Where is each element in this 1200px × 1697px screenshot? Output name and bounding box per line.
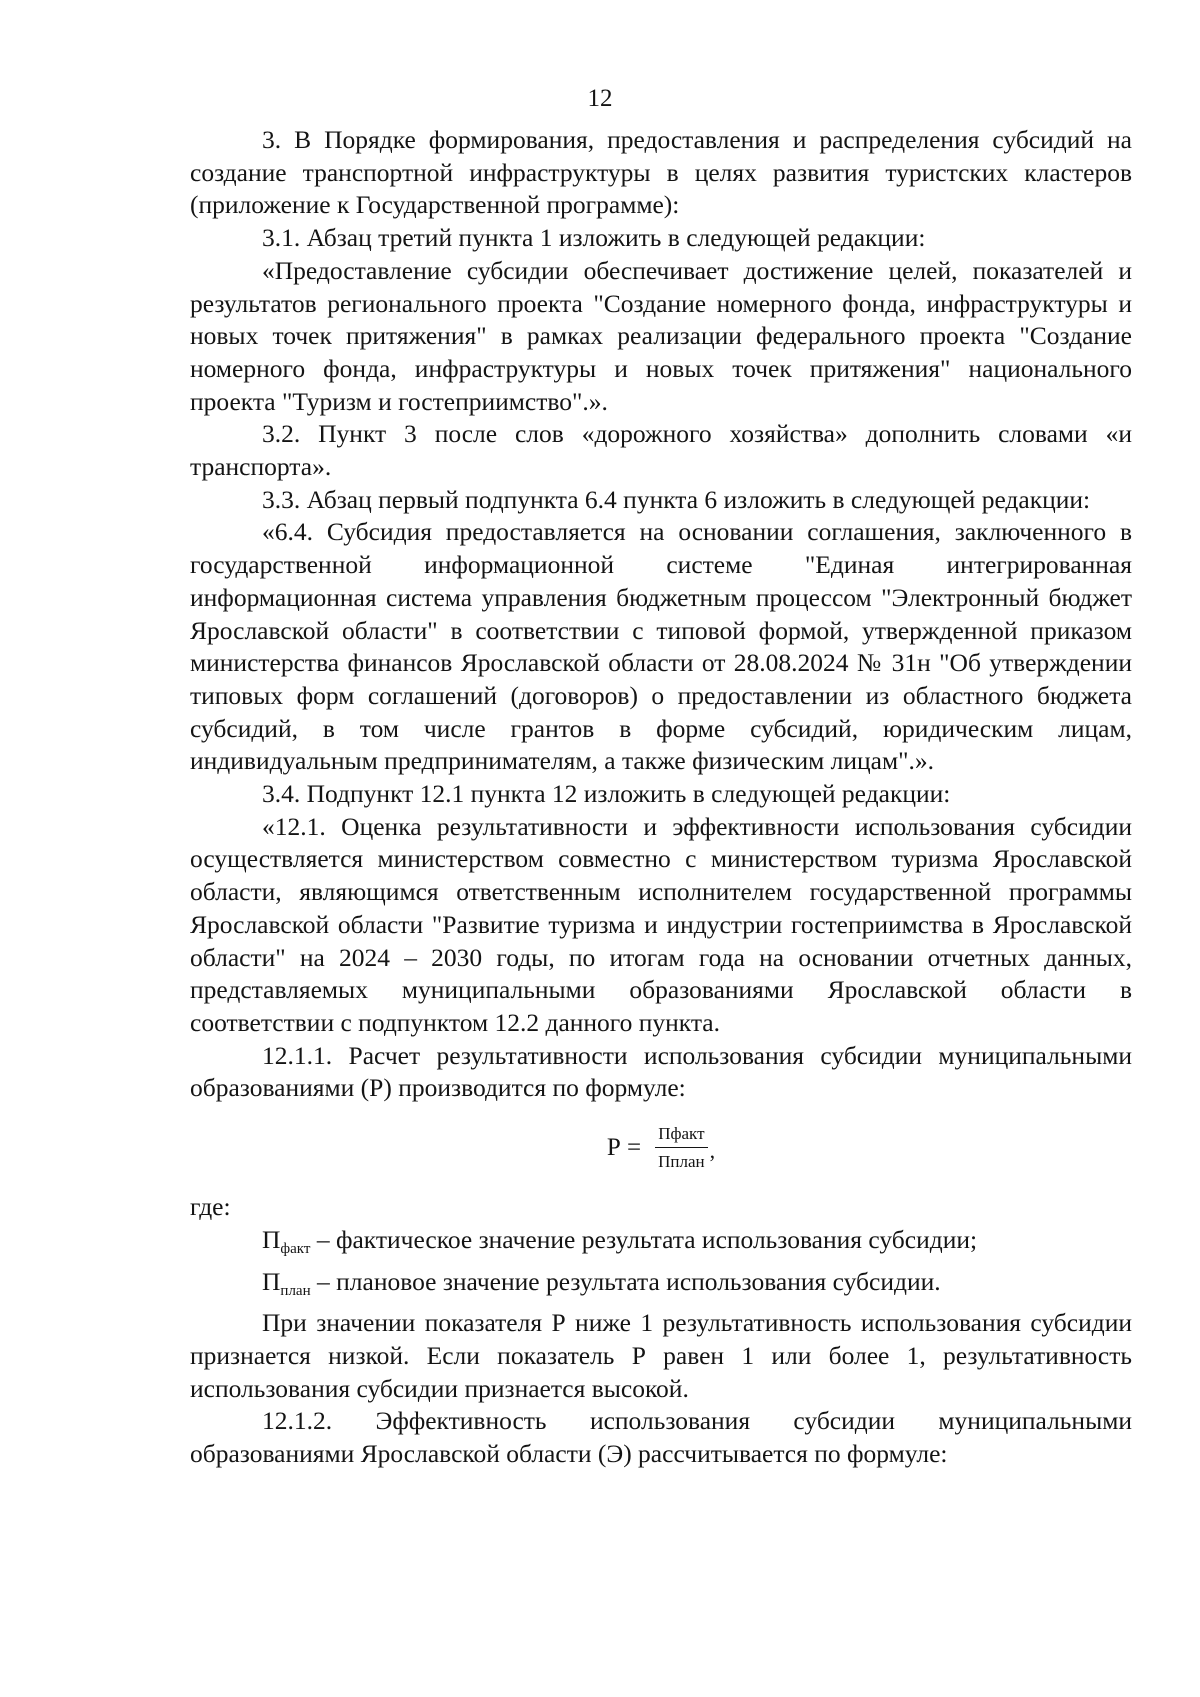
document-body — [190, 124, 1132, 1471]
paragraph-12-1-1: 12.1.1. Расчет результативности использования субсидии муниципальными образованиями (Р) производится по формуле: — [190, 1040, 1132, 1103]
paragraph-3-4: 3.4. Подпункт 12.1 пункта 12 изложить в следующей редакции: — [262, 779, 951, 809]
paragraph-12-1: «12.1. Оценка результативности и эффективности использования субсидии осуществляется министерством совместно с министерством туризма Ярославской области, являющимся ответственным исполнителем государственной программы Ярославской области "Развитие туризма и индустрии гостеприимства в Ярославской области" на 2024 – 2030 годы, по итогам года на основании отчетных данных, представляемых муниципальными образованиями Ярославской области в соответствии с подпунктом 12.2 данного пункта. — [190, 811, 1132, 1037]
where-label: где: — [190, 1192, 231, 1222]
definition-text: – фактическое значение результата использования субсидии; — [310, 1224, 978, 1254]
definition-symbol: П — [262, 1266, 281, 1296]
formula-comma: , — [709, 1137, 716, 1163]
definition-subscript: план — [280, 1282, 311, 1299]
page-number: 12 — [587, 85, 613, 112]
formula-lhs: Р = — [606, 1133, 642, 1161]
definition-text: – плановое значение результата использования субсидии. — [310, 1266, 941, 1296]
paragraph-3-2: 3.2. Пункт 3 после слов «дорожного хозяйства» дополнить словами «и транспорта». — [190, 419, 1132, 482]
formula-numerator: Пфакт — [655, 1123, 707, 1148]
paragraph-3-1: 3.1. Абзац третий пункта 1 изложить в следующей редакции: — [262, 223, 926, 253]
definition-subscript: факт — [280, 1240, 311, 1257]
formula-denominator: Пплан — [658, 1152, 705, 1172]
definition-fact — [190, 1224, 1132, 1266]
definition-symbol: П — [262, 1224, 281, 1254]
paragraph-12-1-2: 12.1.2. Эффективность использования субсидии муниципальными образованиями Ярославской области (Э) рассчитывается по формуле: — [190, 1406, 1132, 1469]
paragraph-6-4-quote: «6.4. Субсидия предоставляется на основании соглашения, заключенного в государственной информационной системе "Единая интегрированная информационная система управления бюджетным процессом "Электронный бюджет Ярославской области" в соответствии с типовой формой, утвержденной приказом министерства финансов Ярославской области от 28.08.2024 № 31н "Об утверждении типовых форм соглашений (договоров) о предоставлении из областного бюджета субсидий, в том числе грантов в форме субсидий, юридическим лицам, индивидуальным предпринимателям, а также физическим лицам".». — [190, 517, 1132, 776]
formula-fraction — [655, 1123, 708, 1173]
paragraph-3-1-quote: «Предоставление субсидии обеспечивает достижение целей, показателей и результатов регионального проекта "Создание номерного фонда, инфраструктуры и новых точек притяжения" в рамках реализации федерального проекта "Создание номерного фонда, инфраструктуры и новых точек притяжения" национального проекта "Туризм и гостеприимство".». — [190, 255, 1132, 416]
paragraph-3: 3. В Порядке формирования, предоставления и распределения субсидий на создание транспортной инфраструктуры в целях развития туристских кластеров (приложение к Государственной программе): — [190, 125, 1132, 220]
formula-r — [190, 1105, 1132, 1191]
definition-plan — [190, 1266, 1132, 1308]
paragraph-result-evaluation: При значении показателя Р ниже 1 результативность использования субсидии признается низкой. Если показатель Р равен 1 или более 1, результативность использования субсидии признается высокой. — [190, 1308, 1132, 1403]
paragraph-3-3: 3.3. Абзац первый подпункта 6.4 пункта 6 изложить в следующей редакции: — [262, 484, 1091, 514]
